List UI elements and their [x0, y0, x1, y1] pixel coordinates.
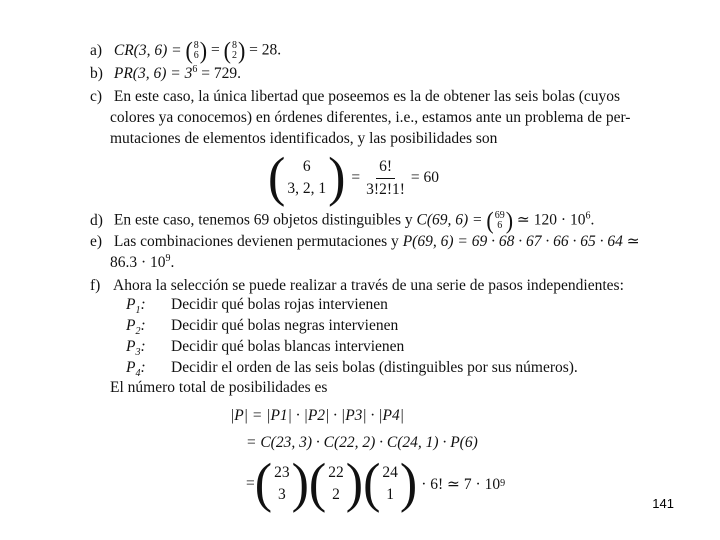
item-d-label: d)	[90, 211, 103, 229]
total-text: El número total de posibilidades es	[110, 379, 328, 396]
item-d-binom: ( 69 6 )	[486, 206, 514, 235]
item-b	[90, 64, 241, 84]
multinomial-fraction: $\frac{6!}{3!2!1!}$	[366, 157, 405, 198]
item-c-line-1: c) En este caso, la única libertad que poseemos es la de obtener las seis bolas (cuyos	[90, 88, 621, 105]
item-a: a) CR(3, 6) = ( 8 6 ) = ( 8 2 ) = 28.	[90, 36, 282, 65]
item-b-label: b)	[90, 65, 103, 82]
item-e-label: e)	[90, 233, 103, 250]
item-e: e) Las combinaciones devienen permutaciones y P(69, 6) = 69 · 68 · 67 · 66 · 65 · 64 ≃	[90, 233, 640, 250]
binom-23-3: ( 23 3 )	[254, 453, 309, 514]
multinomial-result: = 60	[410, 169, 440, 186]
item-f: f) Ahora la selección se puede realizar a través de una serie de pasos independientes:	[90, 277, 624, 294]
item-a-label: a)	[90, 41, 103, 59]
multinomial: ( 6 3, 2, 1 )	[268, 147, 346, 208]
item-f-label: f)	[90, 277, 101, 294]
page-number: 141	[652, 496, 674, 511]
item-c-line-2: colores ya conocemos) en órdenes diferentes, i.e., estamos ante un problema de per-	[110, 109, 631, 126]
item-a-result: = 28.	[249, 41, 282, 59]
binom-24-1: ( 24 1 )	[363, 453, 418, 514]
item-a-binom1: ( 8 6 )	[185, 36, 208, 65]
equation-line-1: |P| = |P1| · |P2| · |P3| · |P4|	[230, 407, 405, 424]
slide: a) CR(3, 6) = ( 8 6 ) = ( 8 2 ) = 28. b) PR(3, $6) = 3^6 = 729$. c) En este caso, la única libertad que poseemos es la de obtener las seis bolas (cuyos colores ya conocemos) en órdenes diferentes, i.e., estamos ante un problema de per- mutaciones de elementos identificados, y las posibilidades son ( 6 3, 2, 1 ) = $\frac{6!}{3!2!1!}$ = 60 d) En este caso, tenemos 69 objetos distinguibles y C(69, 6) = ( 69 6 ) ≃ $120 \cdot 10^6$. e) Las combinaciones devienen permutaciones y P(69, 6) = 69 · 68 · 67 · 66 · 65 · 64 ≃ $86.3 \cdot 10^9$. f) Ahora la selección se puede realizar a través de una serie de pasos independientes: $P_1$: Decidir qué bolas rojas intervienen $P_2$: Decidir qué bolas negras intervienen $P_3$: Decidir qué bolas blancas intervienen $P_4$: Decidir el orden de las seis bolas (distinguibles por sus números). El número total de posibilidades es |P| = |P1| · |P2| · |P3| · |P4| = C(23, 3) · C(22, 2) · C(24, 1) · P(6) = ( 23 3 ) ( 22 2 ) ( 24 1 ) · 6! ≃ 7 · 10 9 141	[90, 36, 674, 514]
equation-line-2: = C(23, 3) · C(22, 2) · C(24, 1) · P(6)	[246, 434, 478, 451]
equation-line-3: = ( 23 3 ) ( 22 2 ) ( 24 1 ) · 6! ≃ 7 · 10 9	[246, 453, 506, 514]
item-b-result: = 729.	[197, 65, 241, 82]
multinomial-formula: ( 6 3, 2, 1 ) = $\frac{6!}{3!2!1!}$ = 60	[268, 147, 440, 208]
item-b-exp: 6	[192, 63, 198, 75]
item-b-expr: PR(3, 6) = 3	[113, 65, 193, 82]
item-c-line-3: mutaciones de elementos identificados, y las posibilidades son	[110, 130, 498, 147]
item-a-expr: CR(3, 6) =	[113, 41, 182, 59]
item-e-line-2: $86.3 \cdot 10^9$.	[110, 252, 175, 271]
item-d: d) En este caso, tenemos 69 objetos distinguibles y C(69, 6) = ( 69 6 ) ≃ $120 \cdot 10^6$.	[90, 206, 595, 235]
item-c-label: c)	[90, 88, 103, 105]
item-a-binom2: ( 8 2 )	[223, 36, 246, 65]
binom-22-2: ( 22 2 )	[308, 453, 364, 514]
